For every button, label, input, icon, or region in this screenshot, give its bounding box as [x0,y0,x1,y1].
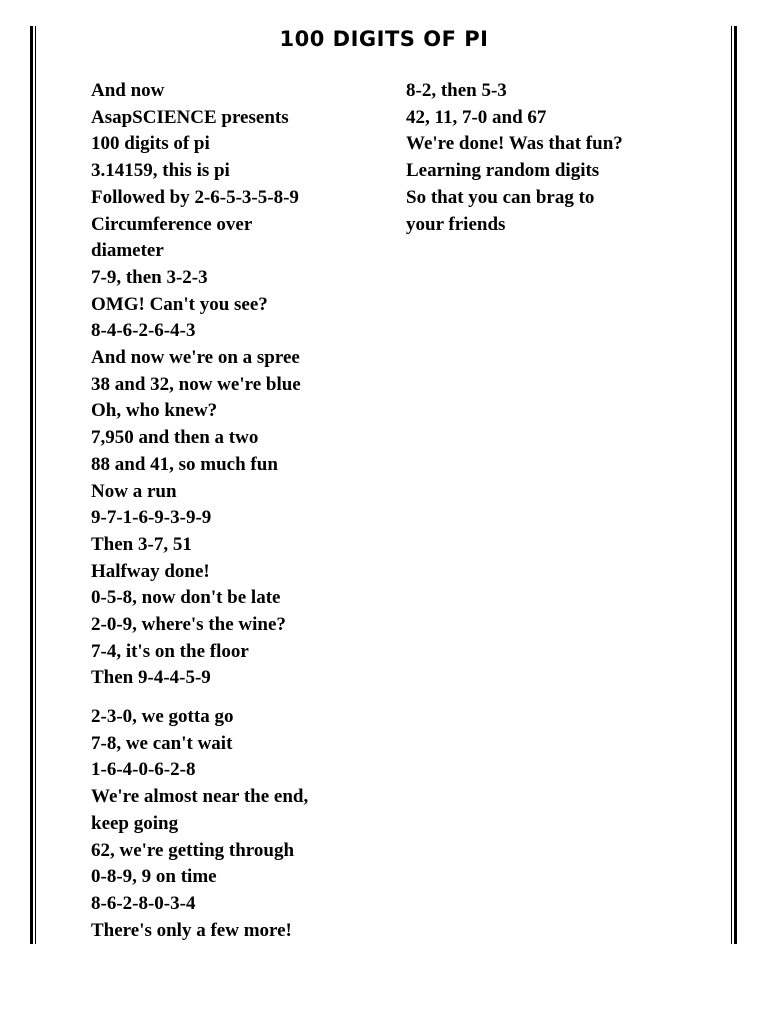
lyric-line: 88 and 41, so much fun [91,453,278,475]
lyric-line: your friends [406,213,506,235]
lyric-line: 1-6-4-0-6-2-8 [91,759,196,781]
lyric-line: Then 9-4-4-5-9 [91,667,211,689]
lyric-line: So that you can brag to [406,186,595,208]
lyric-line: Learning random digits [406,160,600,182]
lyric-line: 62, we're getting through [91,839,295,861]
page-border-left [30,26,33,944]
lyric-line: 7-4, it's on the floor [91,640,249,662]
lyric-line: We're almost near the end, [91,786,309,808]
lyric-line: 2-0-9, where's the wine? [91,614,286,636]
lyric-line: 8-4-6-2-6-4-3 [91,320,196,342]
lyric-line: 0-5-8, now don't be late [91,587,281,609]
lyric-line: And now we're on a spree [91,347,300,369]
lyric-line: 2-3-0, we gotta go [91,706,234,727]
lyric-line: Circumference over [91,213,253,235]
lyric-line: Followed by 2-6-5-3-5-8-9 [91,186,299,208]
lyric-line: 7,950 and then a two [91,427,259,449]
lyric-line: 8-2, then 5-3 [406,80,507,101]
lyric-line: Halfway done! [91,560,210,582]
lyrics-left-column-part2 [91,704,308,944]
lyric-line: AsapSCIENCE presents [91,106,289,128]
lyric-line: There's only a few more! [91,919,292,941]
lyric-line: 7-8, we can't wait [91,732,233,754]
lyric-line: Oh, who knew? [91,400,218,422]
page-border-left-inner [35,26,36,944]
lyrics-right-column [406,78,623,238]
page-border-right-inner [731,26,732,944]
lyric-line: 7-9, then 3-2-3 [91,266,208,288]
lyric-line: And now [91,80,165,101]
lyric-line: 8-6-2-8-0-3-4 [91,892,196,914]
lyric-line: OMG! Can't you see? [91,293,268,315]
lyric-line: Now a run [91,480,177,502]
lyrics-left-column-part1 [91,78,301,692]
lyric-line: 38 and 32, now we're blue [91,373,301,395]
lyric-line: 100 digits of pi [91,133,210,155]
lyric-line: 42, 11, 7-0 and 67 [406,106,547,128]
lyric-line: keep going [91,812,179,834]
lyric-line: We're done! Was that fun? [406,133,623,155]
lyric-line: 0-8-9, 9 on time [91,866,217,888]
page-title: 100 DIGITS OF PI [279,27,489,51]
lyric-line: Then 3-7, 51 [91,533,192,555]
page-border-right [734,26,737,944]
lyric-line: diameter [91,240,164,262]
lyric-line: 3.14159, this is pi [91,160,230,182]
lyric-line: 9-7-1-6-9-3-9-9 [91,507,212,529]
